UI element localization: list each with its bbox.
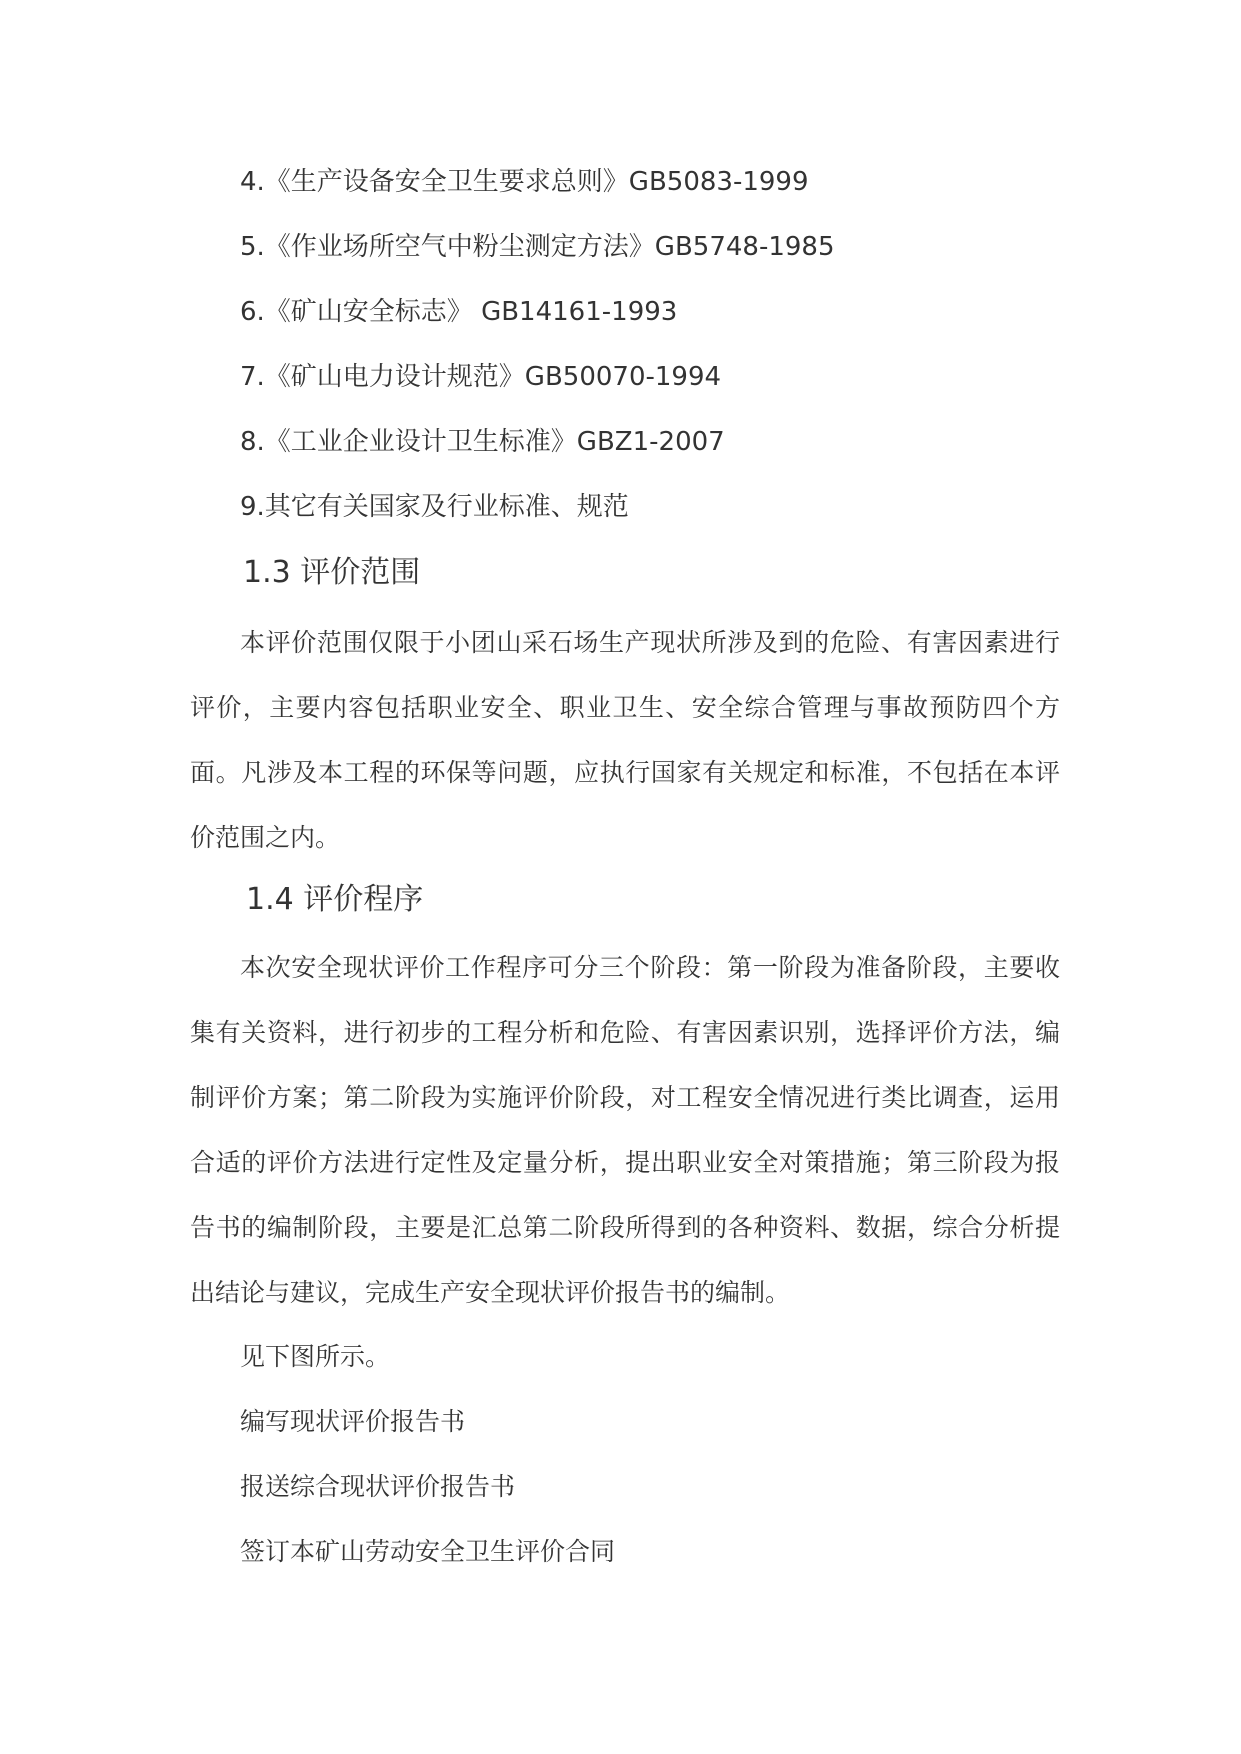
standard-item-8: 8.《工业企业设计卫生标准》GBZ1-2007 bbox=[240, 427, 725, 457]
standard-item-9: 9.其它有关国家及行业标准、规范 bbox=[240, 492, 629, 522]
procedure-step-1: 编写现状评价报告书 bbox=[240, 1407, 466, 1436]
standard-item-7: 7.《矿山电力设计规范》GB50070-1994 bbox=[240, 362, 722, 392]
standard-item-5: 5.《作业场所空气中粉尘测定方法》GB5748-1985 bbox=[240, 232, 835, 262]
standard-item-6: 6.《矿山安全标志》 GB14161-1993 bbox=[240, 297, 678, 327]
section-1-3-paragraph: 本评价范围仅限于小团山采石场生产现状所涉及到的危险、有害因素进行评价，主要内容包括职业安全、职业卫生、安全综合管理与事故预防四个方面。凡涉及本工程的环保等问题，应执行国家有关规定和标准，不包括在本评价范围之内。 bbox=[190, 628, 1060, 852]
section-heading-1-3: 1.3 评价范围 bbox=[243, 555, 421, 590]
standard-item-4: 4.《生产设备安全卫生要求总则》GB5083-1999 bbox=[240, 167, 809, 197]
section-1-4-paragraph: 本次安全现状评价工作程序可分三个阶段：第一阶段为准备阶段，主要收集有关资料，进行初步的工程分析和危险、有害因素识别，选择评价方法，编制评价方案；第二阶段为实施评价阶段，对工程安全情况进行类比调查，运用合适的评价方法进行定性及定量分析，提出职业安全对策措施；第三阶段为报告书的编制阶段，主要是汇总第二阶段所得到的各种资料、数据，综合分析提出结论与建议，完成生产安全现状评价报告书的编制。 bbox=[190, 953, 1060, 1307]
procedure-step-3: 签订本矿山劳动安全卫生评价合同 bbox=[240, 1537, 616, 1566]
procedure-step-2: 报送综合现状评价报告书 bbox=[240, 1472, 516, 1501]
see-below-note: 见下图所示。 bbox=[240, 1342, 391, 1371]
section-heading-1-4: 1.4 评价程序 bbox=[246, 882, 424, 917]
